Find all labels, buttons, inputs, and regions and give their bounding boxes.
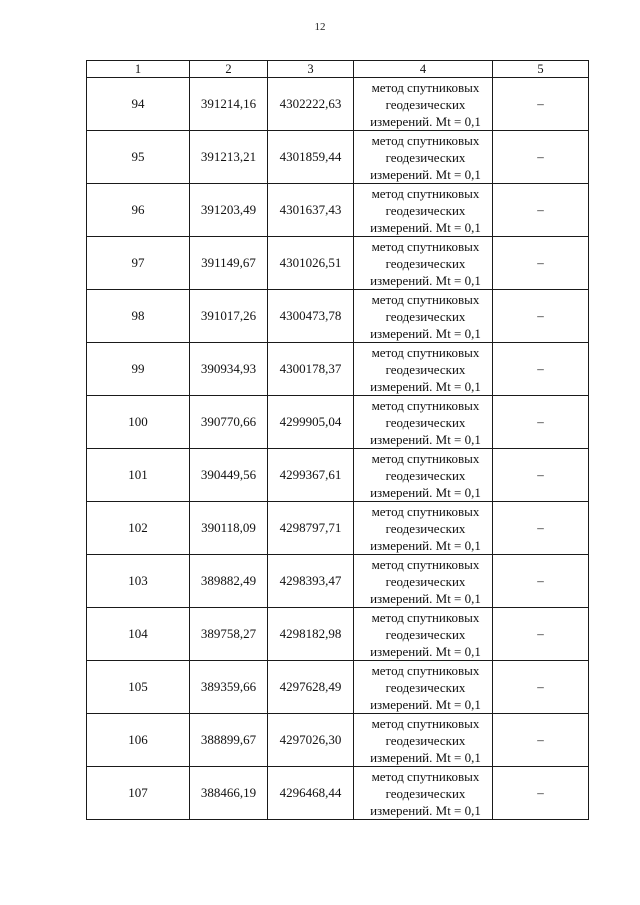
table-row [87,714,589,767]
point-number-cell: 104 [87,608,190,661]
method-line: геодезических [385,361,466,377]
method-line: измерений. Mt = 0,1 [370,643,481,659]
table-row [87,502,589,555]
coordinate-x-cell: 388899,67 [190,714,268,767]
point-number-cell: 97 [87,237,190,290]
method-line: геодезических [385,149,466,165]
method-line: метод спутниковых [371,450,480,466]
column-header-1: 1 [87,61,190,78]
point-number-cell: 96 [87,184,190,237]
method-cell [354,184,493,237]
method-line: измерений. Mt = 0,1 [370,325,481,341]
point-number-cell: 106 [87,714,190,767]
table-row [87,449,589,502]
coordinate-x-cell: 391149,67 [190,237,268,290]
coordinate-y-cell: 4298393,47 [268,555,354,608]
method-line: метод спутниковых [371,185,480,201]
method-line: измерений. Mt = 0,1 [370,166,481,182]
table-row [87,343,589,396]
note-cell: – [493,184,589,237]
coordinate-y-cell: 4300178,37 [268,343,354,396]
coordinate-x-cell: 389758,27 [190,608,268,661]
method-line: метод спутниковых [371,238,480,254]
coordinate-x-cell: 390449,56 [190,449,268,502]
method-line: измерений. Mt = 0,1 [370,378,481,394]
method-line: измерений. Mt = 0,1 [370,537,481,553]
method-line: геодезических [385,573,466,589]
method-line: геодезических [385,255,466,271]
point-number-cell: 94 [87,78,190,131]
note-cell: – [493,237,589,290]
method-line: геодезических [385,520,466,536]
note-cell: – [493,502,589,555]
method-line: измерений. Mt = 0,1 [370,696,481,712]
table-row [87,767,589,820]
table-row [87,78,589,131]
note-cell: – [493,131,589,184]
point-number-cell: 100 [87,396,190,449]
method-line: измерений. Mt = 0,1 [370,590,481,606]
table-row [87,131,589,184]
method-line: геодезических [385,467,466,483]
table-row [87,661,589,714]
method-line: метод спутниковых [371,556,480,572]
note-cell: – [493,343,589,396]
method-line: метод спутниковых [371,768,480,784]
point-number-cell: 98 [87,290,190,343]
method-cell [354,237,493,290]
point-number-cell: 103 [87,555,190,608]
coordinate-y-cell: 4299905,04 [268,396,354,449]
coordinate-y-cell: 4300473,78 [268,290,354,343]
method-cell [354,714,493,767]
column-header-4: 4 [354,61,493,78]
coordinate-y-cell: 4297628,49 [268,661,354,714]
method-cell [354,502,493,555]
table-row [87,608,589,661]
method-line: измерений. Mt = 0,1 [370,802,481,818]
table-row [87,555,589,608]
method-line: измерений. Mt = 0,1 [370,431,481,447]
coordinate-x-cell: 391203,49 [190,184,268,237]
coordinate-x-cell: 388466,19 [190,767,268,820]
table-row [87,290,589,343]
note-cell: – [493,449,589,502]
point-number-cell: 95 [87,131,190,184]
coordinate-y-cell: 4297026,30 [268,714,354,767]
column-header-2: 2 [190,61,268,78]
note-cell: – [493,78,589,131]
column-header-5: 5 [493,61,589,78]
method-cell [354,767,493,820]
coordinate-x-cell: 390770,66 [190,396,268,449]
column-header-3: 3 [268,61,354,78]
method-line: измерений. Mt = 0,1 [370,484,481,500]
method-line: метод спутниковых [371,79,480,95]
method-line: измерений. Mt = 0,1 [370,219,481,235]
method-line: геодезических [385,679,466,695]
method-cell [354,131,493,184]
table-row [87,184,589,237]
method-line: метод спутниковых [371,132,480,148]
note-cell: – [493,290,589,343]
coordinate-x-cell: 389882,49 [190,555,268,608]
method-line: геодезических [385,732,466,748]
note-cell: – [493,714,589,767]
method-line: метод спутниковых [371,344,480,360]
method-cell [354,555,493,608]
coordinate-y-cell: 4302222,63 [268,78,354,131]
note-cell: – [493,555,589,608]
coordinate-x-cell: 391214,16 [190,78,268,131]
coordinate-y-cell: 4301637,43 [268,184,354,237]
method-line: метод спутниковых [371,397,480,413]
method-line: геодезических [385,626,466,642]
method-line: метод спутниковых [371,503,480,519]
method-cell [354,343,493,396]
coordinate-y-cell: 4299367,61 [268,449,354,502]
coordinate-x-cell: 391017,26 [190,290,268,343]
table-body [87,78,589,820]
coordinate-x-cell: 391213,21 [190,131,268,184]
coordinate-x-cell: 390118,09 [190,502,268,555]
method-line: метод спутниковых [371,662,480,678]
method-line: геодезических [385,96,466,112]
coordinate-y-cell: 4301859,44 [268,131,354,184]
point-number-cell: 105 [87,661,190,714]
table-row [87,237,589,290]
coordinate-y-cell: 4296468,44 [268,767,354,820]
note-cell: – [493,396,589,449]
coordinate-y-cell: 4298797,71 [268,502,354,555]
page-number: 12 [314,21,326,33]
coordinate-y-cell: 4298182,98 [268,608,354,661]
method-cell [354,608,493,661]
method-line: измерений. Mt = 0,1 [370,749,481,765]
method-line: метод спутниковых [371,609,480,625]
method-cell [354,449,493,502]
method-cell [354,396,493,449]
point-number-cell: 99 [87,343,190,396]
coordinates-table [86,60,589,820]
table-header-row [87,61,589,78]
method-line: метод спутниковых [371,291,480,307]
note-cell: – [493,661,589,714]
coordinate-y-cell: 4301026,51 [268,237,354,290]
method-line: метод спутниковых [371,715,480,731]
method-cell [354,661,493,714]
coordinate-x-cell: 389359,66 [190,661,268,714]
method-line: измерений. Mt = 0,1 [370,272,481,288]
method-cell [354,290,493,343]
method-line: измерений. Mt = 0,1 [370,113,481,129]
method-cell [354,78,493,131]
point-number-cell: 107 [87,767,190,820]
method-line: геодезических [385,308,466,324]
coordinate-x-cell: 390934,93 [190,343,268,396]
point-number-cell: 101 [87,449,190,502]
method-line: геодезических [385,785,466,801]
note-cell: – [493,608,589,661]
method-line: геодезических [385,414,466,430]
method-line: геодезических [385,202,466,218]
note-cell: – [493,767,589,820]
table-row [87,396,589,449]
point-number-cell: 102 [87,502,190,555]
